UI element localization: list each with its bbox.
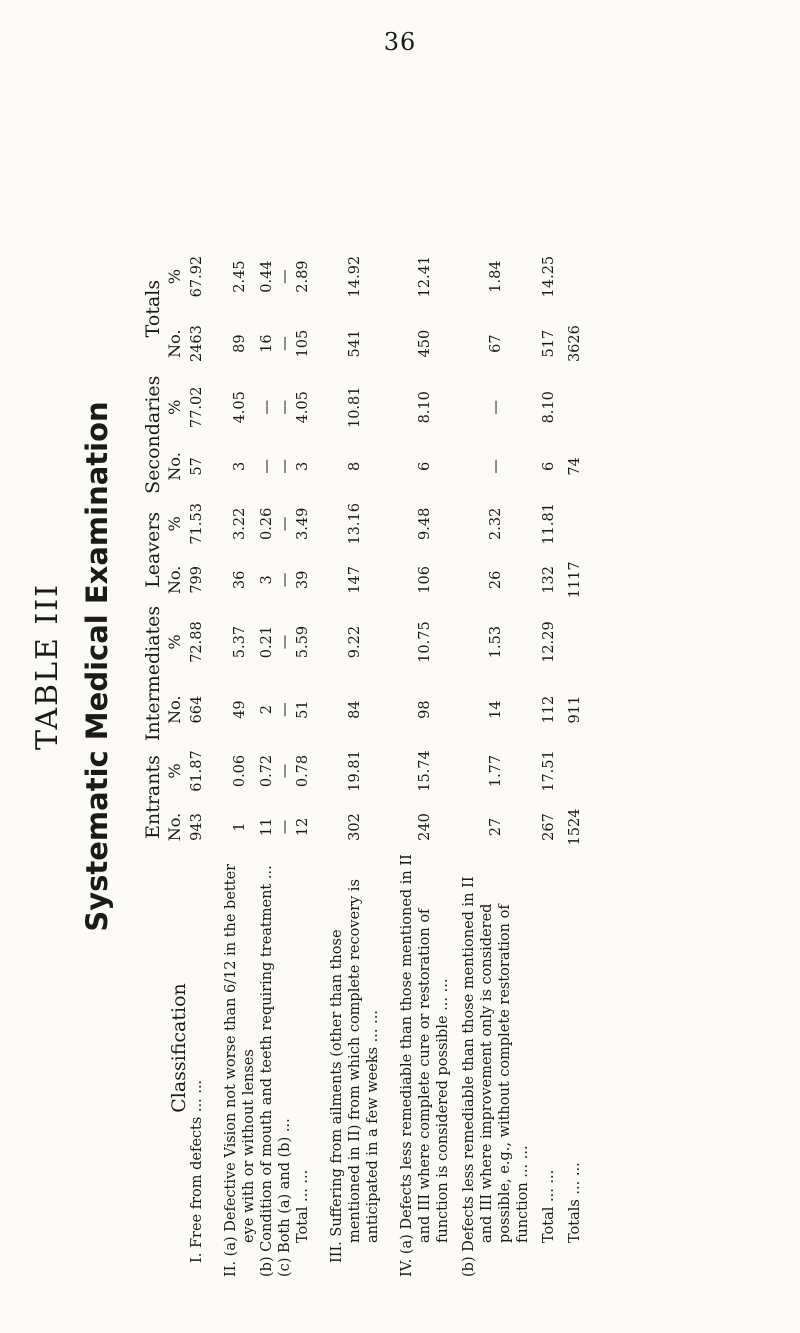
group-header-intermediates: Intermediates	[142, 605, 164, 741]
cell: 6	[541, 461, 557, 471]
cell: 9.48	[417, 507, 433, 540]
cell: 61.87	[189, 750, 205, 792]
cell: 26	[488, 570, 504, 590]
cell: 15.74	[417, 750, 433, 792]
cell: 3	[232, 461, 248, 471]
cell	[558, 242, 584, 312]
group-header-totals: Totals	[142, 279, 164, 338]
cell: 89	[232, 334, 248, 353]
cell: 14	[488, 700, 504, 719]
cell: 1117	[567, 561, 583, 599]
cell: 39	[295, 570, 311, 590]
cell: 2	[259, 705, 275, 715]
cell: —	[277, 763, 293, 779]
cell: 6	[417, 461, 433, 471]
row-label: Total ... ...	[295, 1169, 311, 1243]
cell: —	[277, 269, 293, 284]
cell: 0.78	[295, 754, 311, 788]
table-row	[320, 242, 390, 1243]
cell: 541	[347, 329, 363, 358]
row-label: III. Suffering from ailments (other than those mentioned in II) from which complete recovery is anticipated in a few weeks ... ...	[329, 879, 381, 1263]
cell: 2463	[189, 325, 205, 363]
cell: 67.92	[189, 255, 205, 298]
cell: 10.81	[347, 386, 363, 429]
row-label: Totals ... ...	[567, 1162, 583, 1243]
cell: —	[277, 819, 293, 835]
cell: 2.89	[295, 260, 311, 293]
group-header-leavers: Leavers	[142, 511, 164, 588]
cell	[558, 376, 584, 439]
classification-header: Classification	[168, 983, 190, 1113]
cell: 4.05	[295, 391, 311, 424]
cell: 267	[541, 813, 557, 841]
cell: 106	[417, 565, 433, 594]
cell: —	[277, 572, 293, 588]
cell: 77.02	[189, 386, 205, 429]
cell: 0.44	[259, 260, 275, 293]
cell: 11	[259, 817, 275, 837]
group-header-secondaries: Secondaries	[142, 375, 164, 494]
cell	[558, 606, 584, 678]
cell: 19.81	[347, 750, 363, 792]
pct-header: %	[165, 763, 184, 779]
cell: 8	[347, 461, 363, 471]
cell: 5.37	[232, 625, 248, 659]
cell: 8.10	[417, 391, 433, 424]
cell: 67	[488, 334, 504, 353]
table-row	[276, 242, 294, 1243]
cell: 8.10	[541, 391, 557, 424]
no-header: No.	[165, 812, 184, 842]
row-label: (c) Both (a) and (b) ...	[277, 1118, 293, 1277]
cell: 664	[189, 695, 205, 724]
no-header: No.	[165, 565, 184, 595]
row-label: I. Free from defects ... ...	[189, 1079, 205, 1263]
cell: 105	[295, 329, 311, 358]
cell: 0.06	[232, 754, 248, 788]
row-label: (b) Condition of mouth and teeth requiring treatment ...	[259, 865, 275, 1277]
cell: 9.22	[347, 625, 363, 659]
cell: 3	[259, 575, 275, 585]
table-row	[452, 242, 532, 1243]
cell: 12	[295, 817, 311, 837]
table-row-totals	[558, 242, 584, 1243]
pct-header: %	[165, 269, 184, 285]
table-row	[294, 242, 320, 1243]
cell: —	[277, 634, 293, 650]
cell: 2.32	[488, 507, 504, 540]
cell: 1.53	[488, 625, 504, 659]
cell: 799	[189, 565, 205, 594]
cell: 302	[347, 813, 363, 841]
cell: 17.51	[541, 750, 557, 792]
cell: 1.77	[488, 754, 504, 788]
cell	[558, 741, 584, 801]
cell: 72.88	[189, 621, 205, 663]
table-row	[532, 242, 558, 1243]
cell: 51	[295, 700, 311, 719]
no-header: No.	[165, 329, 184, 358]
table-subtitle: Systematic Medical Examination	[80, 401, 114, 932]
cell: 27	[488, 817, 504, 837]
no-header: No.	[165, 452, 184, 481]
cell: 3.49	[295, 507, 311, 540]
cell: 450	[417, 329, 433, 358]
table-row	[214, 242, 258, 1243]
cell: 49	[232, 700, 248, 719]
no-header: No.	[165, 695, 184, 724]
cell: 3.22	[232, 507, 248, 540]
cell: 3626	[567, 325, 583, 363]
cell: 2.45	[232, 260, 248, 293]
cell: —	[488, 459, 504, 474]
cell: 13.16	[347, 503, 363, 545]
table-row	[258, 242, 276, 1243]
cell: 4.05	[232, 391, 248, 424]
cell: 943	[189, 813, 205, 841]
cell: 0.21	[259, 625, 275, 659]
cell: 16	[259, 334, 275, 353]
examination-table	[128, 242, 584, 1277]
cell: 240	[417, 813, 433, 841]
pct-header: %	[165, 516, 184, 532]
group-header-entrants: Entrants	[142, 755, 164, 839]
cell: 57	[189, 457, 205, 476]
cell: 14.25	[541, 255, 557, 298]
table-row	[188, 242, 214, 1243]
cell: 71.53	[189, 503, 205, 545]
cell: 911	[567, 695, 583, 724]
cell: —	[277, 400, 293, 415]
cell: 74	[567, 457, 583, 476]
cell: 1	[232, 822, 248, 832]
cell: 12.41	[417, 255, 433, 298]
cell: 11.81	[541, 503, 557, 545]
cell: 10.75	[417, 621, 433, 663]
cell: 517	[541, 329, 557, 358]
row-label: II. (a) Defective Vision not worse than 6/12 in the better eye with or without lenses	[223, 863, 257, 1277]
row-label: Total ... ...	[541, 1169, 557, 1243]
cell: 132	[541, 565, 557, 594]
cell	[558, 494, 584, 554]
cell: 12.29	[541, 621, 557, 663]
row-label: IV. (a) Defects less remediable than those mentioned in II and III where complete cure or restoration of function is considered possible ... ...	[399, 854, 451, 1277]
table-title: TABLE III	[30, 583, 65, 750]
pct-header: %	[165, 399, 184, 415]
cell: —	[277, 459, 293, 474]
cell: 5.59	[295, 625, 311, 659]
cell: 112	[541, 695, 557, 724]
cell: —	[488, 400, 504, 415]
cell: 98	[417, 700, 433, 719]
cell: —	[277, 336, 293, 351]
cell: 0.26	[259, 507, 275, 540]
cell: 0.72	[259, 754, 275, 788]
cell: —	[277, 702, 293, 717]
table-row	[390, 242, 452, 1243]
row-label: (b) Defects less remediable than those mentioned in II and III where improvement only is considered possible, e.g., without complete restoration of function ... ...	[461, 876, 531, 1277]
cell: 1524	[567, 808, 583, 846]
cell: —	[277, 516, 293, 532]
pct-header: %	[165, 634, 184, 650]
cell: 1.84	[488, 260, 504, 293]
cell: 3	[295, 461, 311, 471]
cell: —	[259, 400, 275, 415]
cell: 147	[347, 565, 363, 594]
cell: 36	[232, 570, 248, 590]
cell: 14.92	[347, 255, 363, 298]
page-number: 36	[383, 28, 417, 56]
cell: 84	[347, 700, 363, 719]
cell: —	[259, 459, 275, 474]
